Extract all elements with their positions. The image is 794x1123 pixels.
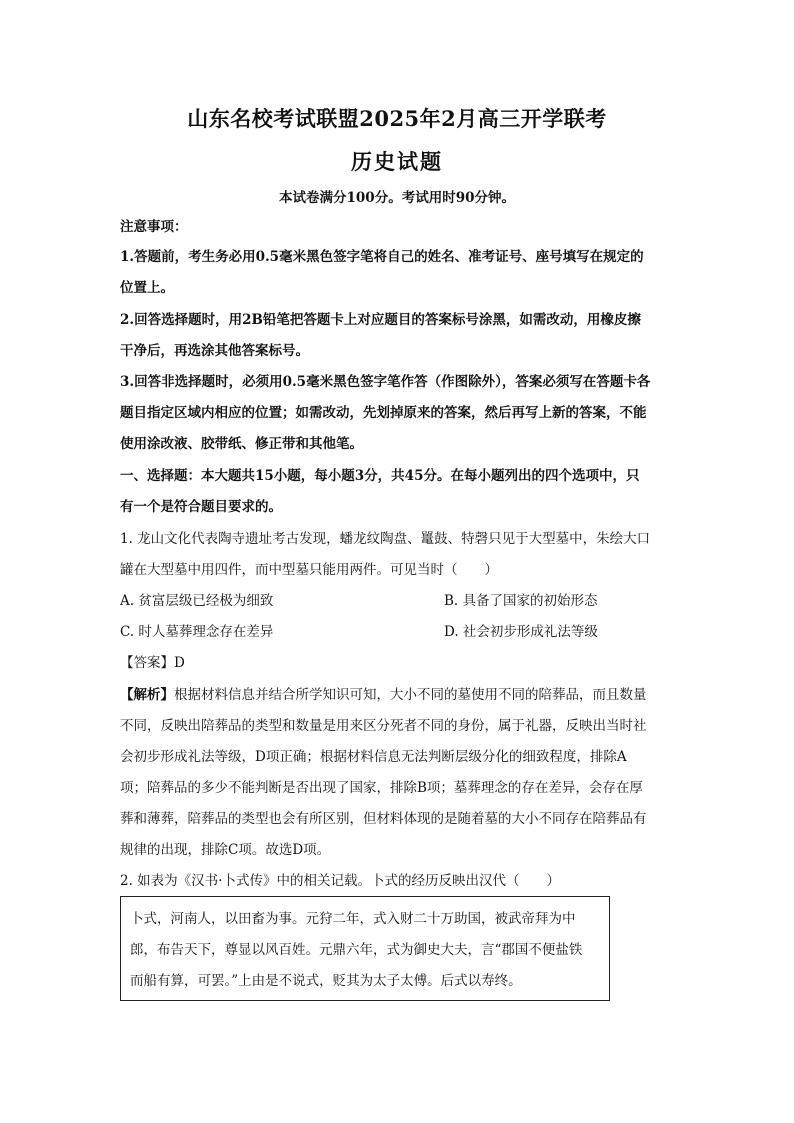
- option-c: C. 时人墓葬理念存在差异: [120, 624, 274, 640]
- analysis-text: 根据材料信息并结合所学知识可知，大小不同的墓使用不同的陪葬品，而且数量: [174, 687, 647, 703]
- notice-heading: 注意事项：: [120, 219, 188, 235]
- source-line: 郎，布告天下，尊显以风百姓。元鼎六年，式为御史大夫，言“郡国不便盐铁: [130, 942, 583, 958]
- answer-line: 【答案】D: [120, 655, 185, 671]
- option-b: B. 具备了国家的初始形态: [444, 593, 598, 609]
- subject-title: 历史试题: [351, 149, 443, 174]
- analysis-label: 【解析】: [120, 687, 174, 703]
- source-line: 卜式，河南人，以田畜为事。元狩二年，式入财二十万助国，被武帝拜为中: [130, 911, 576, 927]
- section-heading: 一、选择题：本大题共15小题，每小题3分，共45分。在每小题列出的四个选项中，只: [120, 468, 640, 484]
- source-material-box: [120, 896, 610, 1001]
- analysis-line: [120, 686, 680, 704]
- notice-line: 1.答题前，考生务必用0.5毫米黑色签字笔将自己的姓名、准考证号、座号填写在规定的: [120, 249, 644, 265]
- source-line: 而船有算，可罢。”上由是不说式，贬其为太子太傅。后式以寿终。: [130, 973, 522, 989]
- question-stem: 罐在大型墓中用四件，而中型墓只能用两件。可见当时（ ）: [120, 562, 498, 578]
- notice-line: 3.回答非选择题时，必须用0.5毫米黑色签字笔作答（作图除外），答案必须写在答题卡各: [120, 374, 651, 390]
- analysis-line: 葬和薄葬，陪葬品的类型也会有所区别，但材料体现的是随着墓的大小不同存在陪葬品有: [120, 811, 647, 827]
- exam-info: 本试卷满分100分。考试用时90分钟。: [279, 190, 515, 206]
- analysis-line: 规律的出现，排除C项。故选D项。: [120, 842, 331, 858]
- question-stem: 1. 龙山文化代表陶寺遗址考古发现，蟠龙纹陶盘、鼍鼓、特磬只见于大型墓中，朱绘大口: [120, 531, 651, 547]
- section-heading: 有一个是符合题目要求的。: [120, 499, 282, 515]
- question-stem: 2. 如表为《汉书·卜式传》中的相关记载。卜式的经历反映出汉代（ ）: [120, 873, 560, 889]
- analysis-line: 不同，反映出陪葬品的类型和数量是用来区分死者不同的身份，属于礼器，反映出当时社: [120, 718, 647, 734]
- option-a: A. 贫富层级已经极为细致: [120, 593, 274, 609]
- notice-line: 2.回答选择题时，用2B铅笔把答题卡上对应题目的答案标号涂黑，如需改动，用橡皮擦: [120, 312, 641, 328]
- notice-line: 题目指定区域内相应的位置；如需改动，先划掉原来的答案，然后再写上新的答案，不能: [120, 405, 647, 421]
- notice-line: 使用涂改液、胶带纸、修正带和其他笔。: [120, 436, 363, 452]
- analysis-line: 项；陪葬品的多少不能判断是否出现了国家，排除B项；墓葬理念的存在差异，会存在厚: [120, 780, 643, 796]
- analysis-line: 会初步形成礼法等级，D项正确；根据材料信息无法判断层级分化的细致程度，排除A: [120, 749, 627, 765]
- option-d: D. 社会初步形成礼法等级: [444, 624, 598, 640]
- notice-line: 干净后，再选涂其他答案标号。: [120, 343, 309, 359]
- exam-title: 山东名校考试联盟2025年2月高三开学联考: [187, 106, 607, 131]
- notice-line: 位置上。: [120, 280, 174, 296]
